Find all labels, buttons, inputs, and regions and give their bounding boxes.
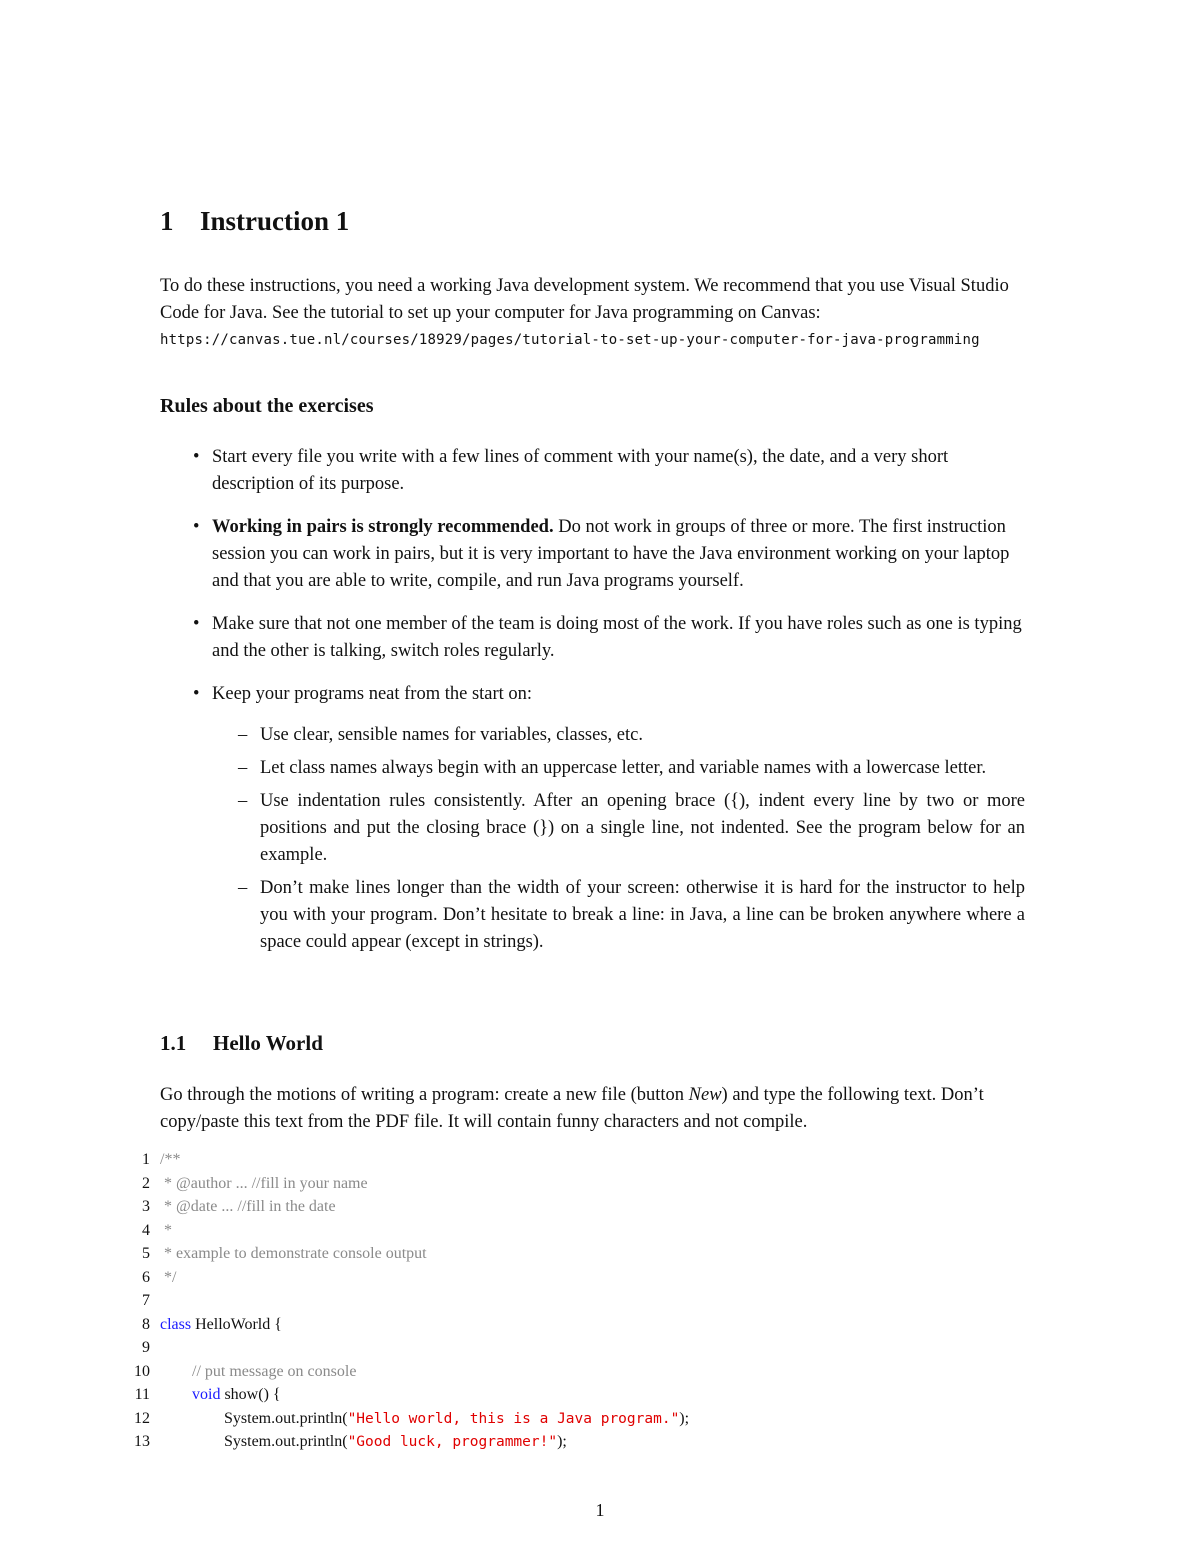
code-comment: * @date ... //fill in the date (160, 1198, 336, 1215)
rule-emphasis: Working in pairs is strongly recommended. (212, 517, 554, 537)
bullet-glyph: • (193, 447, 200, 467)
code-comment: */ (160, 1268, 177, 1286)
code-indent (160, 1386, 192, 1403)
code-line (112, 1148, 1012, 1172)
code-source (160, 1266, 176, 1290)
rule-item (160, 514, 1025, 595)
code-source (160, 1313, 282, 1337)
code-text: ); (557, 1433, 567, 1450)
code-source (160, 1172, 368, 1196)
line-number: 7 (142, 1292, 150, 1309)
hello-world-intro (160, 1082, 1025, 1136)
dash-glyph: – (238, 791, 248, 811)
bullet-glyph: • (193, 517, 200, 537)
code-comment: * @author ... //fill in your name (160, 1174, 368, 1192)
code-text: System.out.println( (224, 1409, 348, 1427)
code-line (112, 1195, 1012, 1219)
code-keyword: void (192, 1386, 221, 1403)
code-source (160, 1430, 567, 1455)
neatness-sublist (212, 722, 1025, 956)
line-number: 12 (134, 1409, 150, 1427)
subsection-title: Hello World (213, 1031, 323, 1055)
code-source (160, 1242, 427, 1266)
line-number: 2 (142, 1174, 150, 1192)
intro-after: ) and type the following text. Don’t copy/paste this text from the PDF file. It will contain funny characters and not compile. (160, 1085, 984, 1132)
code-line (112, 1430, 1012, 1454)
sub-rule-text: Let class names always begin with an uppercase letter, and variable names with a lowercase letter. (260, 758, 987, 778)
sub-rule-item (212, 875, 1025, 956)
rule-text: Do not work in groups of three or more. The first instruction session you can work in pairs, but it is very important to have the Java environment working on your laptop and that you are able to write, compile, and run Java programs yourself. (212, 517, 1010, 591)
rules-list (160, 444, 1025, 972)
code-comment: // put message on console (192, 1362, 357, 1380)
code-string: "Good luck, programmer!" (347, 1434, 558, 1450)
code-line (112, 1266, 1012, 1290)
rule-item (160, 611, 1025, 665)
bullet-glyph: • (193, 684, 200, 704)
dash-glyph: – (238, 878, 248, 898)
code-text: HelloWorld { (191, 1315, 282, 1333)
line-number: 8 (142, 1315, 150, 1333)
rule-text: Make sure that not one member of the team is doing most of the work. If you have roles such as one is typing and the other is talking, switch roles regularly. (212, 614, 1022, 661)
line-number: 11 (134, 1386, 150, 1403)
rule-item (160, 681, 1025, 956)
code-indent (160, 1410, 224, 1427)
code-listing (112, 1148, 1012, 1454)
code-line (112, 1383, 1012, 1407)
code-source (160, 1383, 281, 1407)
new-button-reference: New (688, 1085, 722, 1105)
subsection-number: 1.1 (160, 1031, 187, 1055)
code-line (112, 1172, 1012, 1196)
code-line (112, 1242, 1012, 1266)
code-source (160, 1195, 336, 1219)
intro-paragraph (160, 273, 1025, 354)
code-text: show() { (220, 1386, 281, 1403)
line-number: 3 (142, 1198, 150, 1215)
sub-rule-item (212, 788, 1025, 869)
dash-glyph: – (238, 725, 248, 745)
section-title: Instruction 1 (200, 206, 350, 236)
code-indent (160, 1363, 192, 1380)
sub-rule-text: Don’t make lines longer than the width of your screen: otherwise it is hard for the instructor to help you with your program. Don’t hesitate to break a line: in Java, a line can be broken anywhere where a space could appear (except in strings). (260, 878, 1025, 952)
rules-heading: Rules about the exercises (160, 395, 374, 417)
code-source (160, 1148, 180, 1172)
line-number: 13 (134, 1433, 150, 1450)
bullet-glyph: • (193, 614, 200, 634)
subsection-heading (160, 1031, 323, 1056)
line-number: 4 (142, 1221, 150, 1239)
sub-rule-text: Use clear, sensible names for variables, classes, etc. (260, 725, 643, 745)
page-number: 1 (595, 1500, 605, 1520)
dash-glyph: – (238, 758, 248, 778)
rule-text: Start every file you write with a few lines of comment with your name(s), the date, and a very short description of its purpose. (212, 447, 949, 494)
line-number: 6 (142, 1268, 150, 1286)
code-source (160, 1407, 689, 1432)
tutorial-url[interactable]: https://canvas.tue.nl/courses/18929/pages/tutorial-to-set-up-your-computer-for-java-programming (160, 332, 980, 348)
code-source (160, 1360, 356, 1384)
code-line (112, 1313, 1012, 1337)
code-line (112, 1289, 1012, 1313)
section-heading (160, 206, 349, 237)
rule-text: Keep your programs neat from the start on: (212, 684, 533, 704)
code-comment: /** (160, 1151, 181, 1168)
sub-rule-text: Use indentation rules consistently. After an opening brace ({), indent every line by two or more positions and put the closing brace (}) on a single line, not indented. See the program below for an example. (260, 791, 1025, 865)
section-number: 1 (160, 206, 174, 236)
code-keyword: class (160, 1315, 192, 1333)
code-line (112, 1360, 1012, 1384)
code-string: "Hello world, this is a Java program." (347, 1410, 680, 1427)
intro-before: Go through the motions of writing a program: create a new file (button (160, 1085, 689, 1105)
line-number: 5 (142, 1245, 150, 1262)
code-comment: * (160, 1221, 172, 1239)
code-line (112, 1407, 1012, 1431)
code-comment: * example to demonstrate console output (160, 1245, 427, 1262)
code-text: System.out.println( (224, 1433, 348, 1450)
sub-rule-item (212, 755, 1025, 782)
rule-item (160, 444, 1025, 498)
sub-rule-item (212, 722, 1025, 749)
line-number: 1 (142, 1151, 150, 1168)
code-text: ); (679, 1409, 690, 1427)
code-line (112, 1219, 1012, 1243)
code-indent (160, 1433, 224, 1450)
line-number: 9 (142, 1339, 150, 1356)
intro-text: To do these instructions, you need a working Java development system. We recommend that you use Visual Studio Code for Java. See the tutorial to set up your computer for Java programming on Canvas: (160, 276, 1009, 323)
line-number: 10 (134, 1362, 150, 1380)
code-source (160, 1219, 172, 1243)
code-line (112, 1336, 1012, 1360)
